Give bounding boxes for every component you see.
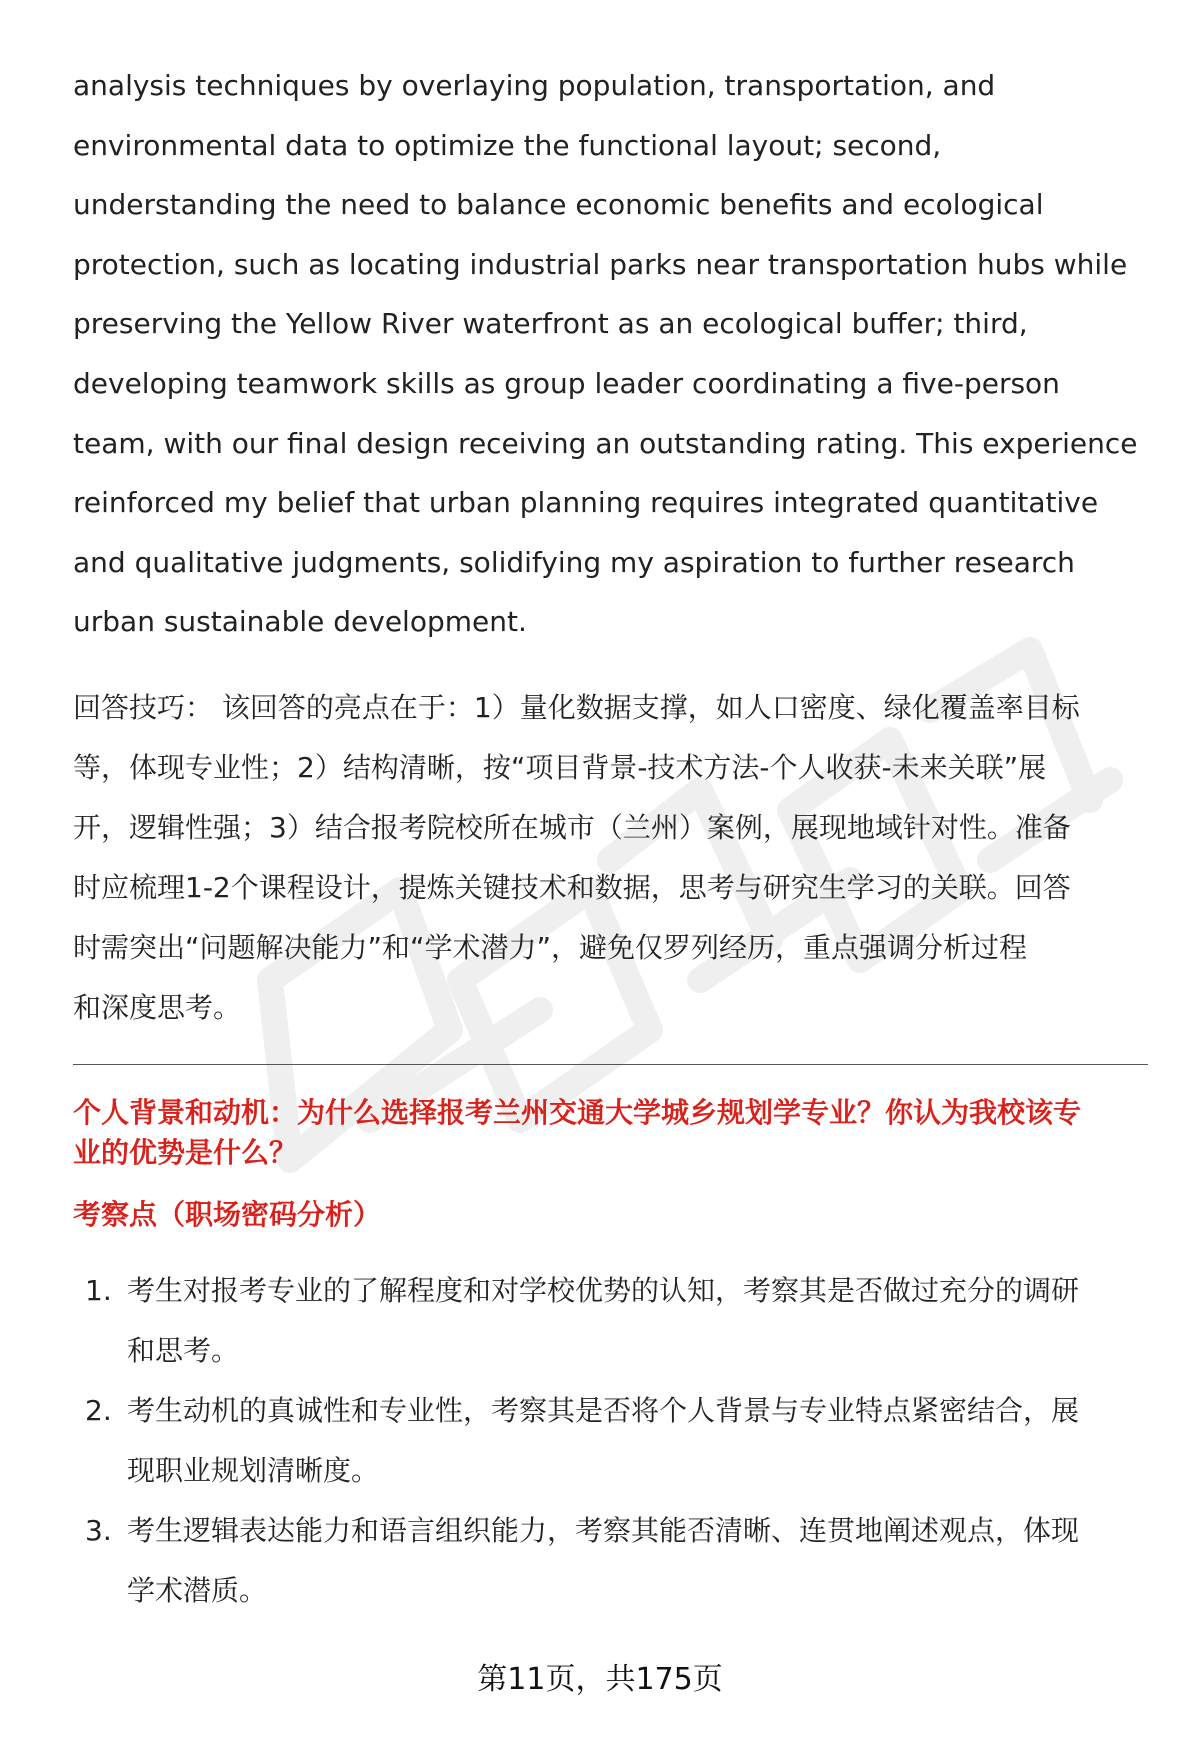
list-item-text: 现职业规划清晰度。 — [127, 1453, 380, 1487]
list-item-text: 考生对报考专业的了解程度和对学校优势的认知，考察其是否做过充分的调研 — [127, 1273, 1080, 1307]
tips-line: 和深度思考。 — [73, 990, 242, 1024]
list-item — [73, 1261, 1148, 1381]
list-item-number: 3. — [85, 1513, 112, 1547]
list-item-number: 1. — [85, 1273, 112, 1307]
list-item-number: 2. — [85, 1393, 112, 1427]
answer-paragraph — [73, 56, 1148, 652]
question-line: 业的优势是什么？ — [73, 1135, 298, 1169]
list-item-text: 考生动机的真诚性和专业性，考察其是否将个人背景与专业特点紧密结合，展 — [127, 1393, 1080, 1427]
tips-line: 回答技巧： 该回答的亮点在于：1）量化数据支撑，如人口密度、绿化覆盖率目标 — [73, 690, 1080, 724]
tips-line: 开，逻辑性强；3）结合报考院校所在城市（兰州）案例，展现地域针对性。准备 — [73, 810, 1071, 844]
answer-line: reinforced my belief that urban planning requires integrated quantitative — [73, 486, 1099, 520]
tips-line: 时需突出“问题解决能力”和“学术潜力”，避免仅罗列经历，重点强调分析过程 — [73, 930, 1028, 964]
answer-tips-paragraph — [73, 678, 1148, 1038]
section-divider — [73, 1064, 1148, 1065]
list-item-text: 和思考。 — [127, 1333, 240, 1367]
page-number-footer: 第11页，共175页 — [477, 1662, 723, 1697]
list-item — [73, 1501, 1148, 1621]
list-item — [73, 1381, 1148, 1501]
answer-line: urban sustainable development. — [73, 605, 527, 639]
question-line: 个人背景和动机：为什么选择报考兰州交通大学城乡规划学专业？你认为我校该专 — [73, 1095, 1082, 1129]
page-content — [73, 56, 1148, 1621]
answer-line: developing teamwork skills as group leader coordinating a five-person — [73, 366, 1060, 400]
question-heading — [73, 1093, 1148, 1173]
answer-line: and qualitative judgments, solidifying my aspiration to further research — [73, 545, 1075, 579]
answer-line: preserving the Yellow River waterfront as an ecological buffer; third, — [73, 307, 1028, 341]
answer-line: analysis techniques by overlaying population, transportation, and — [73, 69, 996, 102]
list-item-text: 考生逻辑表达能力和语言组织能力，考察其能否清晰、连贯地阐述观点，体现 — [127, 1513, 1080, 1547]
answer-line: environmental data to optimize the functional layout; second, — [73, 128, 942, 162]
tips-line: 等，体现专业性；2）结构清晰，按“项目背景-技术方法-个人收获-未来关联”展 — [73, 750, 1047, 784]
answer-line: team, with our final design receiving an outstanding rating. This experience — [73, 426, 1138, 460]
tips-line: 时应梳理1-2个课程设计，提炼关键技术和数据，思考与研究生学习的关联。回答 — [73, 870, 1071, 904]
answer-line: protection, such as locating industrial parks near transportation hubs while — [73, 247, 1128, 281]
list-item-text: 学术潜质。 — [127, 1573, 268, 1607]
assessment-points-list — [73, 1261, 1148, 1621]
assessment-points-heading: 考察点（职场密码分析） — [73, 1197, 382, 1231]
answer-line: understanding the need to balance economic benefits and ecological — [73, 188, 1044, 222]
